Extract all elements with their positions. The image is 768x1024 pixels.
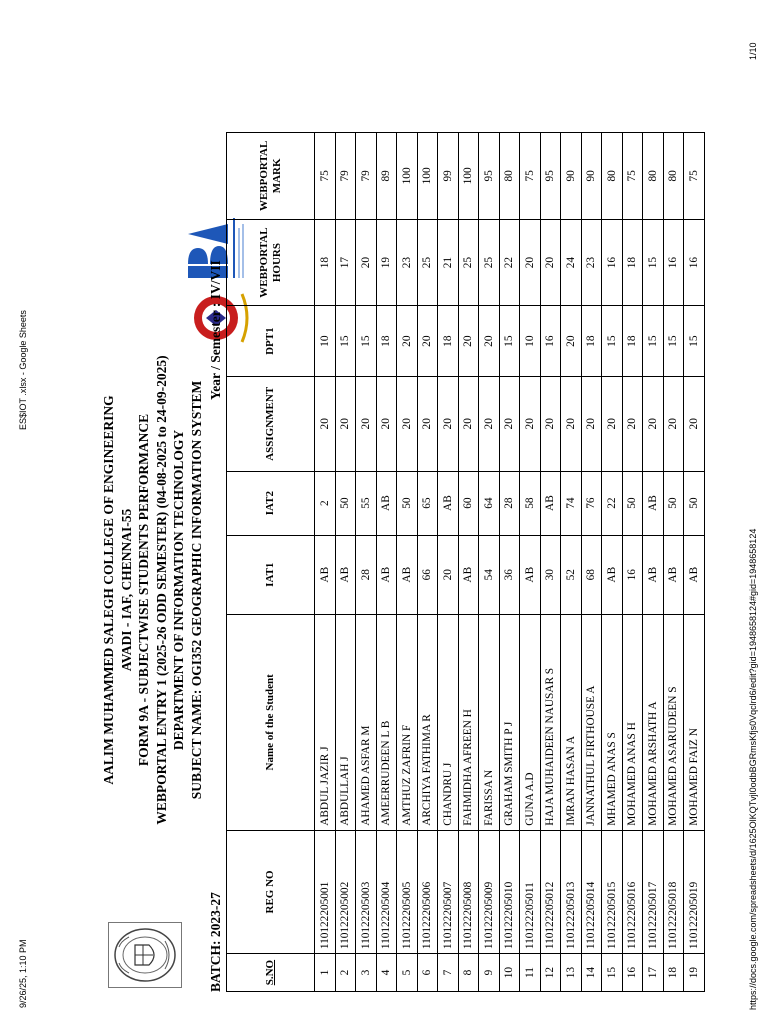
column-header-webportal-mark: WEBPORTAL MARK	[227, 133, 315, 220]
cell-regno: 110122205017	[643, 830, 664, 953]
cell-iat2: 2	[315, 471, 336, 535]
cell-sno: 13	[561, 954, 582, 992]
cell-assignment: 20	[315, 376, 336, 471]
table-row	[643, 133, 664, 992]
cell-name: GRAHAM SMITH P J	[499, 614, 520, 830]
cell-webportal-mark: 75	[315, 133, 336, 220]
cell-dpt1: 15	[499, 306, 520, 377]
cell-name: MOHAMED ARSHATH A	[643, 614, 664, 830]
cell-name: AMEERRUDEEN L B	[376, 614, 397, 830]
table-header-row	[227, 133, 315, 992]
cell-webportal-hours: 16	[602, 219, 623, 306]
cell-sno: 4	[376, 954, 397, 992]
table-row	[540, 133, 561, 992]
print-url[interactable]: https://docs.google.com/spreadsheets/d/1625OlKQTvjl0odbBGRmsKfjs0Vqclrd6/edit?gid=1948658124#gid=1948658124	[748, 528, 758, 1010]
cell-iat2: AB	[540, 471, 561, 535]
cell-iat1: AB	[643, 535, 664, 614]
cell-name: FAHMIDHA AFREEN H	[458, 614, 479, 830]
cell-iat2: 28	[499, 471, 520, 535]
cell-regno: 110122205018	[663, 830, 684, 953]
cell-iat1: AB	[520, 535, 541, 614]
cell-webportal-mark: 80	[643, 133, 664, 220]
cell-regno: 110122205002	[335, 830, 356, 953]
cell-assignment: 20	[581, 376, 602, 471]
cell-webportal-mark: 100	[458, 133, 479, 220]
cell-assignment: 20	[397, 376, 418, 471]
cell-webportal-hours: 21	[438, 219, 459, 306]
table-row	[315, 133, 336, 992]
cell-name: MHAMED ANAS S	[602, 614, 623, 830]
cell-regno: 110122205005	[397, 830, 418, 953]
cell-iat1: 66	[417, 535, 438, 614]
cell-sno: 19	[684, 954, 705, 992]
cell-name: AMTHUZ ZAFRIN F	[397, 614, 418, 830]
cell-iat2: 65	[417, 471, 438, 535]
cell-dpt1: 10	[315, 306, 336, 377]
cell-dpt1: 18	[376, 306, 397, 377]
cell-name: GUNA A.D	[520, 614, 541, 830]
cell-assignment: 20	[479, 376, 500, 471]
cell-name: CHANDRU J	[438, 614, 459, 830]
form-title: FORM 9A - SUBJECTWISE STUDENTS PERFORMANCE	[136, 413, 151, 767]
cell-webportal-hours: 24	[561, 219, 582, 306]
cell-dpt1: 15	[602, 306, 623, 377]
cell-webportal-hours: 25	[417, 219, 438, 306]
year-semester-label: Year / Semester : IV/VII	[208, 260, 223, 400]
column-header-assignment: ASSIGNMENT	[227, 376, 315, 471]
cell-webportal-hours: 20	[520, 219, 541, 306]
cell-name: FARISSA N	[479, 614, 500, 830]
cell-dpt1: 20	[458, 306, 479, 377]
cell-assignment: 20	[335, 376, 356, 471]
cell-assignment: 20	[602, 376, 623, 471]
cell-iat1: AB	[458, 535, 479, 614]
cell-webportal-mark: 80	[602, 133, 623, 220]
cell-webportal-mark: 79	[335, 133, 356, 220]
cell-regno: 110122205016	[622, 830, 643, 953]
table-row	[335, 133, 356, 992]
cell-assignment: 20	[622, 376, 643, 471]
cell-webportal-mark: 75	[684, 133, 705, 220]
cell-sno: 6	[417, 954, 438, 992]
cell-sno: 17	[643, 954, 664, 992]
cell-iat2: 58	[520, 471, 541, 535]
cell-iat2: 50	[684, 471, 705, 535]
cell-dpt1: 15	[356, 306, 377, 377]
table-row	[438, 133, 459, 992]
cell-webportal-hours: 18	[315, 219, 336, 306]
cell-sno: 2	[335, 954, 356, 992]
cell-iat1: 68	[581, 535, 602, 614]
column-header-webportal-hours: WEBPORTAL HOURS	[227, 219, 315, 306]
print-page-number: 1/10	[748, 42, 758, 60]
cell-name: ABDULLAH J	[335, 614, 356, 830]
table-row	[376, 133, 397, 992]
cell-iat1: 28	[356, 535, 377, 614]
cell-name: ABDUL JAZIR J	[315, 614, 336, 830]
cell-webportal-mark: 79	[356, 133, 377, 220]
cell-webportal-hours: 18	[622, 219, 643, 306]
cell-assignment: 20	[643, 376, 664, 471]
college-name: AALIM MUHAMMED SALEGH COLLEGE OF ENGINEERING	[101, 395, 116, 785]
table-row	[356, 133, 377, 992]
cell-regno: 110122205015	[602, 830, 623, 953]
table-row	[479, 133, 500, 992]
cell-webportal-mark: 80	[499, 133, 520, 220]
cell-regno: 110122205012	[540, 830, 561, 953]
cell-dpt1: 18	[581, 306, 602, 377]
cell-sno: 5	[397, 954, 418, 992]
department-name: DEPARTMENT OF INFORMATION TECHNOLOGY	[171, 429, 186, 751]
cell-iat1: AB	[376, 535, 397, 614]
cell-dpt1: 15	[643, 306, 664, 377]
cell-dpt1: 18	[622, 306, 643, 377]
report-heading	[100, 230, 205, 950]
cell-assignment: 20	[376, 376, 397, 471]
cell-iat1: 30	[540, 535, 561, 614]
cell-iat1: AB	[397, 535, 418, 614]
cell-assignment: 20	[520, 376, 541, 471]
cell-iat2: 50	[335, 471, 356, 535]
cell-dpt1: 15	[335, 306, 356, 377]
printed-sheet	[100, 120, 760, 1000]
table-row	[417, 133, 438, 992]
cell-webportal-hours: 23	[397, 219, 418, 306]
cell-iat1: AB	[315, 535, 336, 614]
table-row	[663, 133, 684, 992]
cell-assignment: 20	[458, 376, 479, 471]
cell-dpt1: 20	[417, 306, 438, 377]
column-header-regno: REG NO	[227, 830, 315, 953]
cell-name: AHAMED ASFAR M	[356, 614, 377, 830]
cell-assignment: 20	[417, 376, 438, 471]
cell-iat2: 22	[602, 471, 623, 535]
cell-sno: 16	[622, 954, 643, 992]
cell-name: MOHAMED ASARUDEEN S	[663, 614, 684, 830]
print-document-title: ES$IOT .xlsx - Google Sheets	[18, 310, 28, 430]
cell-assignment: 20	[356, 376, 377, 471]
cell-sno: 7	[438, 954, 459, 992]
cell-assignment: 20	[540, 376, 561, 471]
cell-iat2: 64	[479, 471, 500, 535]
table-row	[602, 133, 623, 992]
cell-sno: 15	[602, 954, 623, 992]
cell-regno: 110122205004	[376, 830, 397, 953]
cell-assignment: 20	[499, 376, 520, 471]
cell-webportal-hours: 25	[479, 219, 500, 306]
cell-regno: 110122205006	[417, 830, 438, 953]
cell-sno: 18	[663, 954, 684, 992]
cell-name: JANNATHUL FIRTHOUSE A	[581, 614, 602, 830]
table-row	[397, 133, 418, 992]
cell-webportal-mark: 100	[417, 133, 438, 220]
cell-iat2: 50	[622, 471, 643, 535]
column-header-sno: S.NO	[227, 954, 315, 992]
cell-sno: 9	[479, 954, 500, 992]
cell-regno: 110122205009	[479, 830, 500, 953]
table-row	[499, 133, 520, 992]
cell-name: MOHAMED ANAS H	[622, 614, 643, 830]
cell-sno: 14	[581, 954, 602, 992]
column-header-iat1: IAT1	[227, 535, 315, 614]
table-row	[561, 133, 582, 992]
cell-assignment: 20	[561, 376, 582, 471]
cell-webportal-hours: 25	[458, 219, 479, 306]
cell-iat2: 74	[561, 471, 582, 535]
cell-iat2: 76	[581, 471, 602, 535]
cell-dpt1: 15	[663, 306, 684, 377]
cell-iat1: 16	[622, 535, 643, 614]
cell-sno: 1	[315, 954, 336, 992]
cell-iat1: 36	[499, 535, 520, 614]
cell-iat2: AB	[438, 471, 459, 535]
cell-webportal-mark: 90	[561, 133, 582, 220]
cell-regno: 110122205007	[438, 830, 459, 953]
cell-webportal-hours: 20	[356, 219, 377, 306]
batch-label: BATCH: 2023-27	[208, 892, 223, 992]
cell-webportal-mark: 95	[479, 133, 500, 220]
cell-assignment: 20	[663, 376, 684, 471]
cell-assignment: 20	[684, 376, 705, 471]
table-row	[458, 133, 479, 992]
cell-dpt1: 18	[438, 306, 459, 377]
cell-iat2: 60	[458, 471, 479, 535]
cell-webportal-mark: 75	[622, 133, 643, 220]
subject-name: SUBJECT NAME: OGI352 GEOGRAPHIC INFORMATION SYSTEM	[188, 380, 204, 800]
cell-iat2: 55	[356, 471, 377, 535]
cell-iat1: AB	[335, 535, 356, 614]
cell-name: MOHAMED FAIZ N	[684, 614, 705, 830]
cell-sno: 12	[540, 954, 561, 992]
column-header-name: Name of the Student	[227, 614, 315, 830]
print-datetime: 9/26/25, 1:10 PM	[18, 939, 28, 1008]
cell-regno: 110122205013	[561, 830, 582, 953]
cell-webportal-hours: 20	[540, 219, 561, 306]
cell-iat2: 50	[397, 471, 418, 535]
cell-assignment: 20	[438, 376, 459, 471]
table-row	[581, 133, 602, 992]
cell-regno: 110122205008	[458, 830, 479, 953]
cell-regno: 110122205011	[520, 830, 541, 953]
cell-dpt1: 20	[479, 306, 500, 377]
cell-webportal-hours: 17	[335, 219, 356, 306]
cell-regno: 110122205019	[684, 830, 705, 953]
cell-iat1: 54	[479, 535, 500, 614]
cell-webportal-hours: 16	[663, 219, 684, 306]
table-row	[684, 133, 705, 992]
cell-webportal-mark: 100	[397, 133, 418, 220]
cell-iat1: AB	[684, 535, 705, 614]
cell-dpt1: 15	[684, 306, 705, 377]
cell-webportal-mark: 89	[376, 133, 397, 220]
cell-webportal-mark: 95	[540, 133, 561, 220]
cell-dpt1: 20	[561, 306, 582, 377]
cell-dpt1: 10	[520, 306, 541, 377]
table-row	[520, 133, 541, 992]
column-header-iat2: IAT2	[227, 471, 315, 535]
cell-webportal-hours: 16	[684, 219, 705, 306]
cell-webportal-hours: 22	[499, 219, 520, 306]
cell-webportal-mark: 99	[438, 133, 459, 220]
column-header-dpt1: DPT1	[227, 306, 315, 377]
entry-period: WEBPORTAL ENTRY 1 (2025-26 ODD SEMESTER) (04-08-2025 to 24-09-2025)	[153, 355, 169, 825]
cell-name: HAJA MUHAIDEEN NAUSAR S	[540, 614, 561, 830]
cell-webportal-mark: 90	[581, 133, 602, 220]
cell-webportal-hours: 15	[643, 219, 664, 306]
cell-dpt1: 16	[540, 306, 561, 377]
cell-sno: 11	[520, 954, 541, 992]
table-row	[622, 133, 643, 992]
cell-iat1: AB	[663, 535, 684, 614]
cell-regno: 110122205014	[581, 830, 602, 953]
cell-sno: 3	[356, 954, 377, 992]
cell-iat1: 20	[438, 535, 459, 614]
cell-webportal-hours: 23	[581, 219, 602, 306]
college-address: AVADI - IAF, CHENNAI-55	[118, 508, 134, 672]
cell-regno: 110122205003	[356, 830, 377, 953]
cell-name: IMRAN HASAN A	[561, 614, 582, 830]
cell-sno: 10	[499, 954, 520, 992]
cell-regno: 110122205001	[315, 830, 336, 953]
cell-regno: 110122205010	[499, 830, 520, 953]
cell-iat2: AB	[376, 471, 397, 535]
cell-name: ARCHIYA FATHIMA R	[417, 614, 438, 830]
cell-webportal-mark: 75	[520, 133, 541, 220]
cell-webportal-mark: 80	[663, 133, 684, 220]
cell-webportal-hours: 19	[376, 219, 397, 306]
cell-iat1: AB	[602, 535, 623, 614]
cell-iat1: 52	[561, 535, 582, 614]
student-performance-table	[226, 132, 705, 992]
cell-sno: 8	[458, 954, 479, 992]
cell-dpt1: 20	[397, 306, 418, 377]
cell-iat2: AB	[643, 471, 664, 535]
cell-iat2: 50	[663, 471, 684, 535]
